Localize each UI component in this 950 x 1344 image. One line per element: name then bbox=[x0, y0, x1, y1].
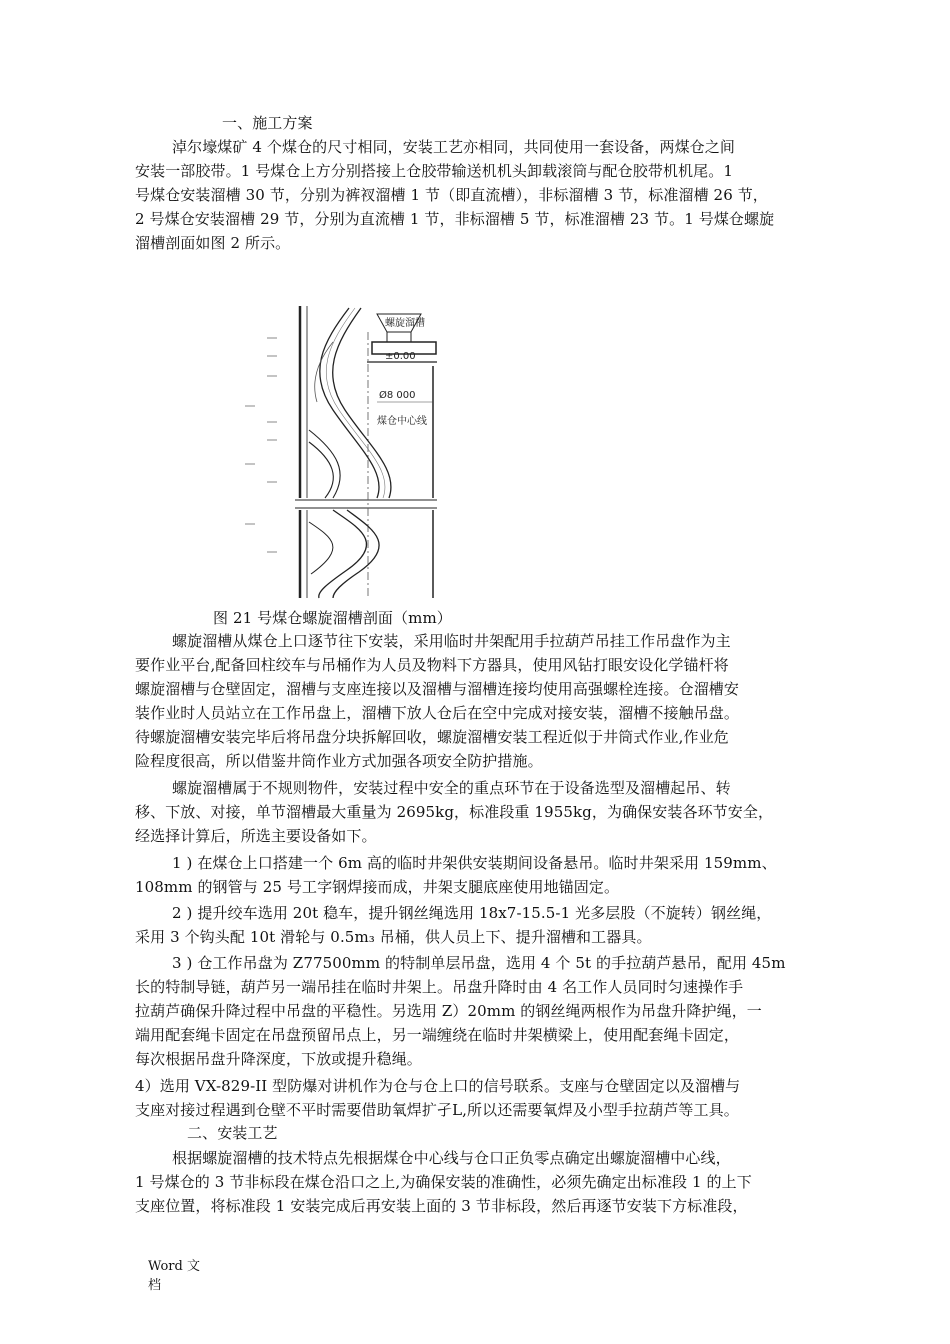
paragraph-line: 装作业时人员站立在工作吊盘上，溜槽下放人仓后在空中完成对接安装，溜槽不接触吊盘。 bbox=[135, 704, 740, 722]
paragraph-line: 螺旋溜槽从煤仓上口逐节往下安装，采用临时井架配用手拉葫芦吊挂工作吊盘作为主 bbox=[172, 632, 731, 650]
paragraph-line: 要作业平台,配备回柱绞车与吊桶作为人员及物料下方器具，使用风钻打眼安设化学锚杆将 bbox=[135, 656, 729, 674]
figure-caption: 图 21 号煤仓螺旋溜槽剖面（mm） bbox=[213, 609, 452, 627]
paragraph-line: 号煤仓安装溜槽 30 节，分别为裤衩溜槽 1 节（即直流槽），非标溜槽 3 节，标准溜槽 26 节， bbox=[135, 186, 768, 204]
figure-label-chute: 螺旋溜槽 bbox=[385, 318, 425, 329]
footer-line: 档 bbox=[148, 1278, 162, 1293]
list-item-line: 长的特制导链，葫芦另一端吊挂在临时井架上。吊盘升降时由 4 名工作人员同时匀速操作手 bbox=[135, 978, 744, 996]
list-item-line: 支座对接过程遇到仓壁不平时需要借助氧焊扩孑L,所以还需要氧焊及小型手拉葫芦等工具。 bbox=[135, 1101, 739, 1119]
list-item-line: 采用 3 个钩头配 10t 滑轮与 0.5m₃ 吊桶，供人员上下、提升溜槽和工器具。 bbox=[135, 928, 652, 946]
paragraph-line: 支座位置，将标准段 1 安装完成后再安装上面的 3 节非标段，然后再逐节安装下方标准段， bbox=[135, 1197, 748, 1215]
list-item-line: 4）选用 VX-829-II 型防爆对讲机作为仓与仓上口的信号联系。支座与仓壁固定以及溜槽与 bbox=[135, 1077, 741, 1095]
spiral-chute-section-figure bbox=[237, 302, 457, 602]
paragraph-line: 移、下放、对接，单节溜槽最大重量为 2695kg，标准段重 1955kg，为确保安装各环节安全， bbox=[135, 803, 774, 821]
section-heading-2: 二、安装工艺 bbox=[187, 1124, 278, 1142]
paragraph-line: 溜槽剖面如图 2 所示。 bbox=[135, 234, 291, 252]
paragraph-line: 安装一部胶带。1 号煤仓上方分别搭接上仓胶带输送机机头卸载滚筒与配仓胶带机机尾。1 bbox=[135, 162, 733, 180]
figure-label-level: ±0.00 bbox=[385, 351, 416, 362]
list-item-line: 3 ) 仓工作吊盘为 Z77500mm 的特制单层吊盘，选用 4 个 5t 的手拉葫芦悬吊，配用 45m bbox=[172, 954, 786, 972]
paragraph-line: 待螺旋溜槽安装完毕后将吊盘分块拆解回收，螺旋溜槽安装工程近似于井筒式作业,作业危 bbox=[135, 728, 729, 746]
page-footer bbox=[148, 1257, 208, 1295]
list-item-line: 1 ) 在煤仓上口搭建一个 6m 高的临时井架供安装期间设备悬吊。临时井架采用 159mm、 bbox=[172, 854, 777, 872]
list-item-line: 108mm 的钢管与 25 号工字钢焊接而成，井架支腿底座使用地锚固定。 bbox=[135, 878, 620, 896]
paragraph-line: 螺旋溜槽与仓壁固定，溜槽与支座连接以及溜槽与溜槽连接均使用高强螺栓连接。仓溜槽安 bbox=[135, 680, 740, 698]
paragraph-line: 淖尔壕煤矿 4 个煤仓的尺寸相同，安装工艺亦相同，共同使用一套设备，两煤仓之间 bbox=[172, 138, 735, 156]
figure-label-centerline: 煤仓中心线 bbox=[377, 416, 427, 427]
list-item-line: 每次根据吊盘升降深度，下放或提升稳绳。 bbox=[135, 1050, 422, 1068]
paragraph-line: 经选择计算后，所选主要设备如下。 bbox=[135, 827, 377, 845]
paragraph-line: 螺旋溜槽属于不规则物件，安装过程中安全的重点环节在于设备选型及溜槽起吊、转 bbox=[172, 779, 731, 797]
list-item-line: 拉葫芦确保升降过程中吊盘的平稳性。另选用 Z）20mm 的钢丝绳两根作为吊盘升降护绳，一 bbox=[135, 1002, 762, 1020]
list-item-line: 2 ) 提升绞车选用 20t 稳车，提升钢丝绳选用 18x7-15.5-1 光多层股（不旋转）钢丝绳， bbox=[172, 904, 772, 922]
figure-label-diameter: Ø8 000 bbox=[379, 390, 416, 401]
paragraph-line: 1 号煤仓的 3 节非标段在煤仓沿口之上,为确保安装的准确性，必须先确定出标准段 1 的上下 bbox=[135, 1173, 752, 1191]
section-heading-1: 一、施工方案 bbox=[222, 114, 313, 132]
paragraph-line: 险程度很高，所以借鉴井筒作业方式加强各项安全防护措施。 bbox=[135, 752, 543, 770]
paragraph-line: 2 号煤仓安装溜槽 29 节，分别为直流槽 1 节，非标溜槽 5 节，标准溜槽 23 节。1 号煤仓螺旋 bbox=[135, 210, 775, 228]
footer-line: Word 文 bbox=[148, 1259, 200, 1274]
list-item-line: 端用配套绳卡固定在吊盘预留吊点上，另一端缠绕在临时井架横梁上，使用配套绳卡固定， bbox=[135, 1026, 740, 1044]
paragraph-line: 根据螺旋溜槽的技术特点先根据煤仓中心线与仓口正负零点确定出螺旋溜槽中心线， bbox=[172, 1149, 731, 1167]
